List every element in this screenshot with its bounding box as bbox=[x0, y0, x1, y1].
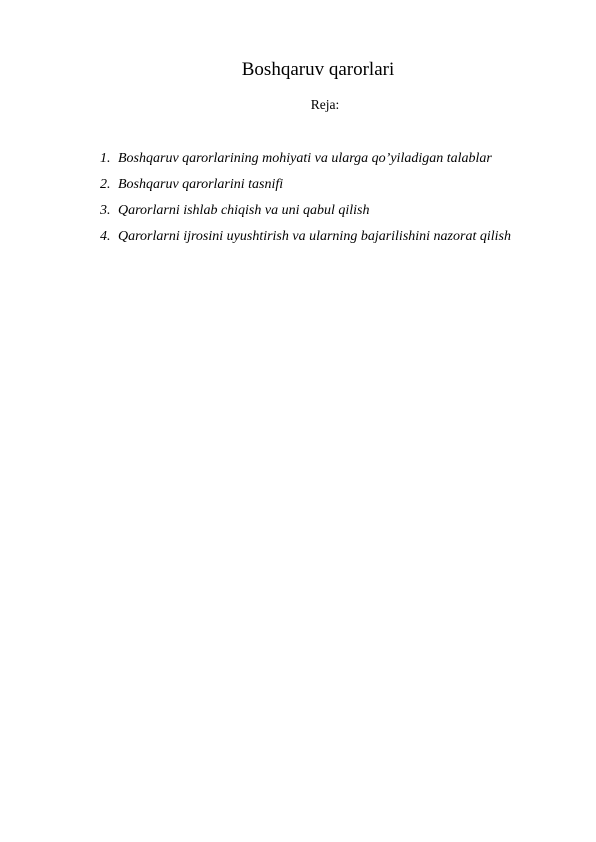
plan-item-text: Boshqaruv qarorlarining mohiyati va ularga qo’yiladigan talablar bbox=[118, 151, 492, 166]
plan-item-number: 1. bbox=[100, 151, 111, 166]
plan-item-number: 4. bbox=[100, 229, 111, 244]
plan-item-4 bbox=[100, 224, 560, 250]
plan-item-3 bbox=[100, 198, 560, 224]
plan-item-number: 3. bbox=[100, 203, 111, 218]
plan-item-text: Boshqaruv qarorlarini tasnifi bbox=[118, 177, 284, 192]
document-title: Boshqaruv qarorlari bbox=[241, 59, 395, 80]
plan-item-number: 2. bbox=[100, 177, 111, 192]
plan-heading: Reja: bbox=[310, 97, 340, 112]
plan-list bbox=[100, 146, 560, 250]
plan-item-1 bbox=[100, 146, 560, 172]
plan-item-text: Qarorlarni ishlab chiqish va uni qabul qilish bbox=[118, 203, 370, 218]
plan-item-text: Qarorlarni ijrosini uyushtirish va ularning bajarilishini nazorat qilish bbox=[118, 229, 511, 244]
plan-item-2 bbox=[100, 172, 560, 198]
